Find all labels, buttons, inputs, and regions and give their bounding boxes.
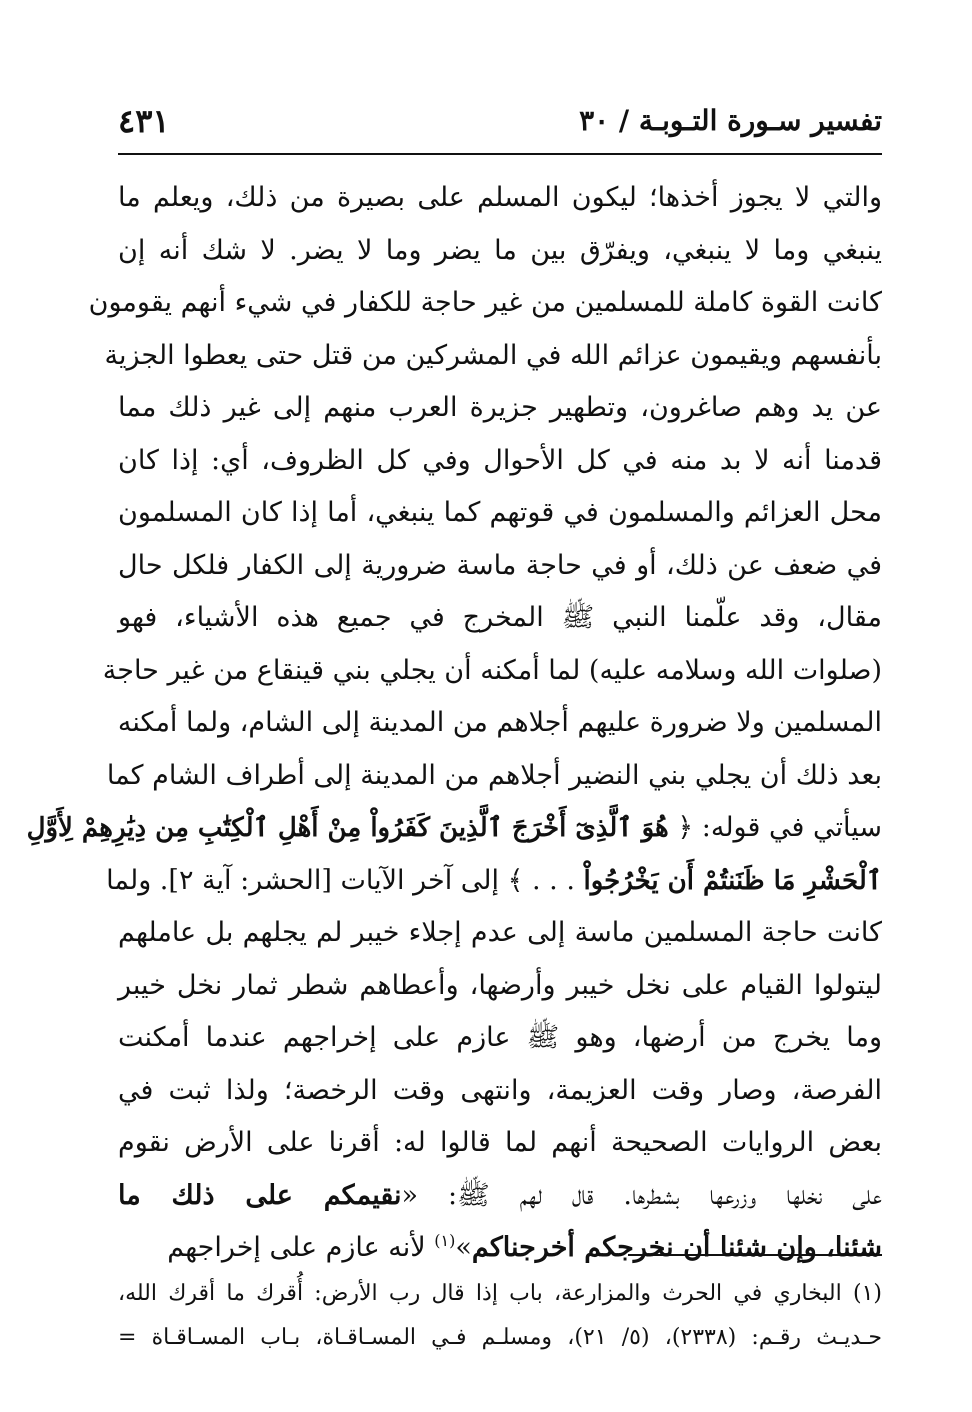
hadith-intro: على نخلها وزرعها بشطرها. قال لهم ﷺ: « bbox=[401, 1179, 882, 1211]
running-title: تفسير سـورة التـوبـة / ٣٠ bbox=[579, 104, 882, 137]
footnote-divider bbox=[628, 1254, 882, 1256]
text-line: ينبغي وما لا ينبغي، ويفرّق بين ما يضر وما لا يضر. لا شك أنه إن bbox=[118, 234, 882, 266]
quran-verse: ٱلْحَشْرِ مَا ظَنَنتُمْ أَن يَخْرُجُواْ bbox=[583, 865, 882, 896]
quran-line-1 bbox=[26, 802, 882, 855]
text-line: بعد ذلك أن يجلي بني النضير أجلاهم من المدينة إلى أطراف الشام كما bbox=[106, 759, 882, 791]
text-line: كانت القوة كاملة للمسلمين من غير حاجة للكفار في شيء أنهم يقومون bbox=[88, 287, 882, 318]
text-line: بأنفسهم ويقيمون عزائم الله في المشركين من قتل حتى يعطوا الجزية bbox=[104, 339, 882, 371]
hadith-line-1 bbox=[118, 1170, 882, 1223]
text-line: بعض الروايات الصحيحة أنهم لما قالوا له: أقرنا على الأرض نقوم bbox=[118, 1127, 882, 1158]
text-line: محل العزائم والمسلمون في قوتهم كما ينبغي، أما إذا كان المسلمون bbox=[118, 497, 882, 528]
main-text bbox=[26, 172, 882, 1275]
text-line: قدمنا أنه لا بد منه في كل الأحوال وفي كل الظروف، أي: إذا كان bbox=[118, 444, 882, 476]
hadith-text: نقيمكم على ذلك ما bbox=[118, 1179, 402, 1211]
quran-intro: سيأتي في قوله: ﴿ bbox=[677, 812, 882, 843]
hadith-line-2 bbox=[118, 1222, 882, 1275]
text-line: في ضعف عن ذلك، أو في حاجة ماسة ضرورية إلى الكفار فلكل حال bbox=[118, 549, 882, 581]
text-line: ليتولوا القيام على نخل خيبر وأرضها، وأعطاهم شطر ثمار نخل خيبر bbox=[118, 969, 882, 1001]
text-line: والتي لا يجوز أخذها؛ ليكون المسلم على بصيرة من ذلك، ويعلم ما bbox=[118, 182, 882, 213]
hadith-text: شئنا، وإن شئنا أن نخرجكم أخرجناكم bbox=[471, 1232, 882, 1263]
hadith-close-quote: » bbox=[455, 1232, 472, 1263]
quran-verse: هُوَ ٱلَّذِىٓ أَخْرَجَ ٱلَّذِينَ كَفَرُواْ مِنْ أَهْلِ ٱلْكِتَٰبِ مِن دِيَٰرِهِمْ لِأَوَّلِ bbox=[26, 813, 669, 843]
footnote-line: حـديـث رقـم: (٢٣٣٨)، (٥/ ٢١)، ومسلـم فـي المسـاقـاة، بـاب المسـاقـاة = bbox=[118, 1325, 882, 1350]
quran-line-2 bbox=[106, 855, 882, 908]
footnote-reference[interactable]: (١) bbox=[434, 1231, 456, 1250]
text-line: (صلوات الله وسلامه عليه) لما أمكنه أن يجلي بني قينقاع من غير حاجة bbox=[102, 654, 882, 686]
page-number: ٤٣١ bbox=[118, 102, 170, 140]
text-line: المسلمين ولا ضرورة عليهم أجلاهم من المدينة إلى الشام، ولما أمكنه bbox=[117, 707, 882, 738]
text-line: الفرصة، وصار وقت العزيمة، وانتهى وقت الرخصة؛ ولذا ثبت في bbox=[118, 1074, 882, 1106]
page-header bbox=[118, 98, 882, 150]
header-divider bbox=[118, 153, 882, 155]
text-line: كانت حاجة المسلمين ماسة إلى عدم إجلاء خيبر لم يجلهم بل عاملهم bbox=[118, 917, 882, 948]
text-line: وما يخرج من أرضها، وهو ﷺ عازم على إخراجهم عندما أمكنت bbox=[118, 1022, 882, 1053]
text-tail: لأنه عازم على إخراجهم bbox=[167, 1232, 435, 1263]
quran-reference: . . . ﴾ إلى آخر الآيات [الحشر: آية ٢]. ولما bbox=[106, 864, 575, 896]
footnote-line: (١) البخاري في الحرث والمزارعة، باب إذا قال رب الأرض: أُقرك ما أقرك الله، bbox=[118, 1281, 882, 1306]
footnotes bbox=[118, 1272, 882, 1360]
text-line: عن يد وهم صاغرون، وتطهير جزيرة العرب منهم إلى غير ذلك مما bbox=[118, 392, 882, 423]
text-line: مقال، وقد علّمنا النبي ﷺ المخرج في جميع هذه الأشياء، فهو bbox=[118, 602, 882, 633]
